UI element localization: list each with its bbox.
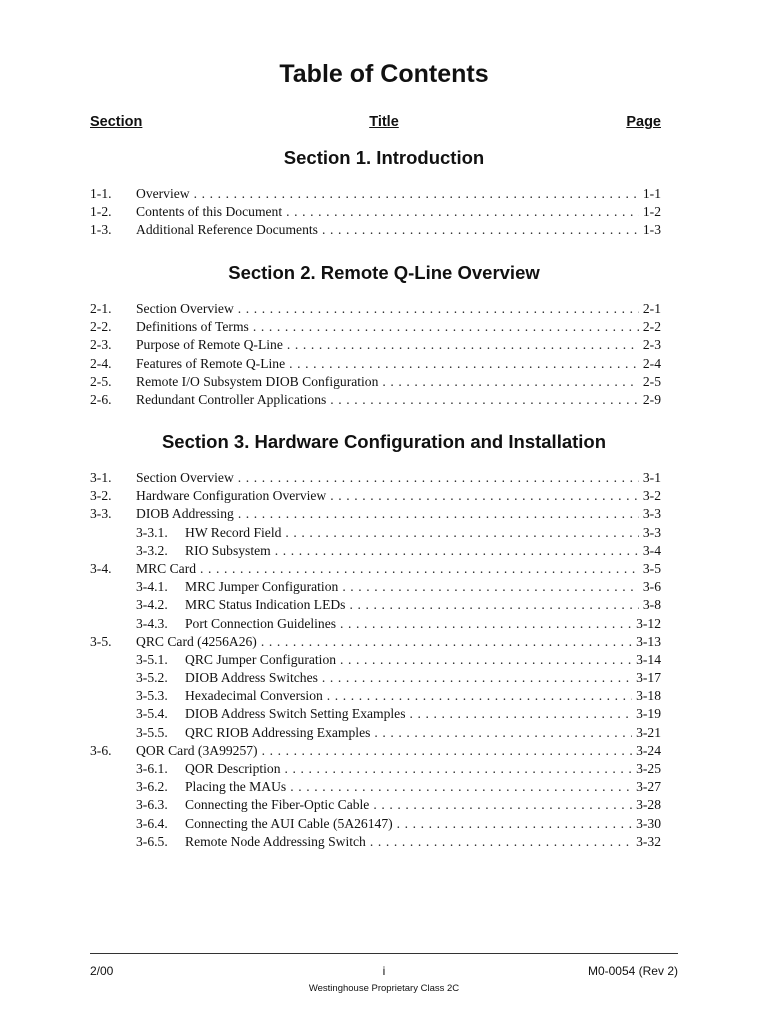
dot-leader xyxy=(342,578,639,596)
dot-leader xyxy=(289,355,639,373)
toc-entry-leader-line xyxy=(136,300,661,318)
toc-entry-title: MRC Status Indication LEDs xyxy=(185,597,346,613)
page-title: Table of Contents xyxy=(279,60,489,88)
toc-entry-title: QOR Description xyxy=(185,761,281,776)
toc-entry[interactable] xyxy=(0,355,768,373)
toc-entry-leader-line xyxy=(136,742,661,760)
footer-page-number: i xyxy=(382,964,386,978)
toc-subentry-number: 3-4.1. xyxy=(136,579,168,595)
toc-entry-page: 3-17 xyxy=(636,670,661,686)
toc-entry-title: DIOB Addressing xyxy=(136,506,234,522)
toc-subentry[interactable] xyxy=(0,796,768,814)
dot-leader xyxy=(194,185,639,203)
toc-entry-leader-line xyxy=(136,687,661,705)
toc-entry-page: 2-5 xyxy=(642,373,661,389)
toc-entry[interactable] xyxy=(0,221,768,239)
toc-entry-page: 2-3 xyxy=(642,337,661,353)
toc-entry-leader-line xyxy=(136,487,661,505)
toc-entry-leader-line xyxy=(136,651,661,669)
dot-leader xyxy=(238,469,639,487)
toc-entry[interactable] xyxy=(0,487,768,505)
toc-entry-title: QRC Card (4256A26) xyxy=(136,633,257,649)
toc-entry-page: 1-3 xyxy=(642,222,661,238)
toc-entry-page: 3-18 xyxy=(636,688,661,704)
toc-subentry-number: 3-6.3. xyxy=(136,797,168,813)
toc-entry-leader-line xyxy=(136,505,661,523)
toc-list-section-3 xyxy=(0,469,768,851)
toc-entry-number: 1-2. xyxy=(90,204,112,220)
toc-entry-leader-line xyxy=(136,391,661,409)
toc-entry-title: Additional Reference Documents xyxy=(136,222,318,238)
toc-entry-title: MRC Jumper Configuration xyxy=(185,579,339,595)
toc-entry-number: 1-3. xyxy=(90,222,112,238)
dot-leader xyxy=(340,615,632,633)
toc-entry-title: QRC RIOB Addressing Examples xyxy=(185,724,371,740)
toc-subentry-number: 3-6.1. xyxy=(136,761,168,776)
toc-entry-number: 2-5. xyxy=(90,373,112,389)
toc-entry-title: Hexadecimal Conversion xyxy=(185,688,323,704)
column-header-section: Section xyxy=(90,114,143,130)
footer-doc-id: M0-0054 (Rev 2) xyxy=(587,964,678,978)
dot-leader xyxy=(238,505,639,523)
dot-leader xyxy=(253,318,639,336)
toc-entry-title: DIOB Address Switches xyxy=(185,670,318,686)
dot-leader xyxy=(286,203,639,221)
toc-subentry-number: 3-6.4. xyxy=(136,815,168,831)
toc-entry-title: Purpose of Remote Q-Line xyxy=(136,337,283,353)
toc-subentry[interactable] xyxy=(0,578,768,596)
toc-entry-leader-line xyxy=(136,833,661,851)
toc-entry-leader-line xyxy=(136,355,661,373)
toc-entry-leader-line xyxy=(136,318,661,336)
toc-entry-number: 1-1. xyxy=(90,186,112,201)
toc-subentry-number: 3-6.5. xyxy=(136,833,168,849)
toc-subentry-number: 3-4.2. xyxy=(136,597,168,613)
toc-entry[interactable] xyxy=(0,742,768,760)
toc-subentry[interactable] xyxy=(0,705,768,723)
section-heading-3: Section 3. Hardware Configuration and Installation xyxy=(161,431,607,452)
toc-entry-page: 3-30 xyxy=(636,815,661,831)
toc-entry-title: HW Record Field xyxy=(185,524,282,540)
toc-entry[interactable] xyxy=(0,203,768,221)
toc-entry-page: 3-8 xyxy=(642,597,661,613)
toc-entry-leader-line xyxy=(136,796,661,814)
toc-entry-leader-line xyxy=(136,615,661,633)
dot-leader xyxy=(275,542,639,560)
toc-entry-page: 3-13 xyxy=(636,633,661,649)
toc-entry-leader-line xyxy=(136,778,661,796)
toc-entry[interactable] xyxy=(0,505,768,523)
toc-entry-title: Connecting the Fiber-Optic Cable xyxy=(185,797,370,813)
toc-entry-title: Port Connection Guidelines xyxy=(185,615,337,631)
dot-leader xyxy=(322,669,632,687)
toc-entry-title: MRC Card xyxy=(136,560,197,576)
dot-leader xyxy=(410,705,633,723)
toc-entry-title: QRC Jumper Configuration xyxy=(185,651,337,667)
toc-subentry[interactable] xyxy=(0,724,768,742)
toc-entry-leader-line xyxy=(136,724,661,742)
section-heading-2: Section 2. Remote Q-Line Overview xyxy=(228,262,540,283)
dot-leader xyxy=(261,633,632,651)
toc-entry-title: Definitions of Terms xyxy=(136,319,249,335)
toc-entry-page: 3-27 xyxy=(636,779,661,795)
toc-entry-leader-line xyxy=(136,560,661,578)
column-header-page: Page xyxy=(626,114,661,130)
toc-subentry[interactable] xyxy=(0,542,768,560)
dot-leader xyxy=(285,760,633,778)
toc-entry-title: Redundant Controller Applications xyxy=(136,391,327,407)
toc-entry-page: 3-19 xyxy=(636,706,661,722)
toc-subentry-number: 3-3.2. xyxy=(136,542,168,558)
dot-leader xyxy=(285,524,638,542)
dot-leader xyxy=(330,391,639,409)
toc-entry[interactable] xyxy=(0,391,768,409)
toc-entry-page: 1-1 xyxy=(642,186,661,201)
toc-entry-title: QOR Card (3A99257) xyxy=(136,742,258,758)
toc-subentry[interactable] xyxy=(0,651,768,669)
toc-entry-title: Connecting the AUI Cable (5A26147) xyxy=(185,815,393,831)
toc-list-section-2 xyxy=(0,300,768,409)
toc-entry-title: Remote Node Addressing Switch xyxy=(185,833,366,849)
toc-entry-leader-line xyxy=(136,760,661,778)
toc-entry-title: DIOB Address Switch Setting Examples xyxy=(185,706,406,722)
toc-entry-title: Hardware Configuration Overview xyxy=(136,488,327,504)
toc-entry[interactable] xyxy=(0,469,768,487)
toc-entry-number: 3-4. xyxy=(90,560,112,576)
toc-entry-leader-line xyxy=(136,221,661,239)
toc-subentry[interactable] xyxy=(0,760,768,778)
toc-entry-page: 3-3 xyxy=(642,524,661,540)
toc-subentry[interactable] xyxy=(0,596,768,614)
toc-entry-page: 3-2 xyxy=(642,488,661,504)
toc-entry-number: 2-6. xyxy=(90,391,112,407)
dot-leader xyxy=(290,778,632,796)
toc-entry-leader-line xyxy=(136,524,661,542)
toc-subentry[interactable] xyxy=(0,687,768,705)
toc-entry-number: 3-1. xyxy=(90,470,112,485)
toc-entry-leader-line xyxy=(136,185,661,203)
toc-entry-number: 2-3. xyxy=(90,337,112,353)
dot-leader xyxy=(374,724,632,742)
toc-entry-number: 2-4. xyxy=(90,355,112,371)
toc-subentry[interactable] xyxy=(0,833,768,851)
toc-entry-number: 3-6. xyxy=(90,742,112,758)
toc-subentry-number: 3-5.3. xyxy=(136,688,168,704)
toc-subentry-number: 3-4.3. xyxy=(136,615,168,631)
dot-leader xyxy=(373,796,632,814)
toc-entry-number: 2-1. xyxy=(90,301,112,316)
toc-entry-title: Overview xyxy=(136,186,190,201)
toc-entry-leader-line xyxy=(136,373,661,391)
toc-entry[interactable] xyxy=(0,300,768,318)
toc-entry-page: 3-28 xyxy=(636,797,661,813)
toc-entry-page: 3-3 xyxy=(642,506,661,522)
toc-entry-leader-line xyxy=(136,815,661,833)
toc-entry-title: Remote I/O Subsystem DIOB Configuration xyxy=(136,373,379,389)
toc-entry[interactable] xyxy=(0,185,768,203)
toc-entry-title: Section Overview xyxy=(136,301,234,316)
toc-entry-page: 3-32 xyxy=(636,833,661,849)
toc-list-section-1 xyxy=(0,185,768,240)
toc-entry-title: Contents of this Document xyxy=(136,204,283,220)
dot-leader xyxy=(382,373,638,391)
toc-subentry-number: 3-5.1. xyxy=(136,651,168,667)
footer-date: 2/00 xyxy=(90,964,114,978)
dot-leader xyxy=(238,300,639,318)
dot-leader xyxy=(322,221,639,239)
dot-leader xyxy=(330,487,639,505)
dot-leader xyxy=(397,815,632,833)
toc-entry-leader-line xyxy=(136,705,661,723)
toc-subentry-number: 3-5.5. xyxy=(136,724,168,740)
toc-entry-number: 2-2. xyxy=(90,319,112,335)
dot-leader xyxy=(200,560,639,578)
toc-entry[interactable] xyxy=(0,560,768,578)
dot-leader xyxy=(327,687,632,705)
toc-subentry-number: 3-6.2. xyxy=(136,779,168,795)
toc-entry-leader-line xyxy=(136,203,661,221)
toc-entry-title: Features of Remote Q-Line xyxy=(136,355,286,371)
toc-entry[interactable] xyxy=(0,336,768,354)
toc-entry-page: 2-1 xyxy=(642,301,661,316)
toc-entry-title: Placing the MAUs xyxy=(185,779,287,795)
dot-leader xyxy=(340,651,632,669)
toc-entry-page: 2-4 xyxy=(642,355,661,371)
toc-entry-title: Section Overview xyxy=(136,470,234,485)
section-heading-1: Section 1. Introduction xyxy=(283,147,485,168)
toc-entry-title: RIO Subsystem xyxy=(185,542,271,558)
toc-subentry[interactable] xyxy=(0,669,768,687)
toc-entry-page: 2-2 xyxy=(642,319,661,335)
toc-entry-leader-line xyxy=(136,596,661,614)
toc-subentry[interactable] xyxy=(0,778,768,796)
toc-entry-leader-line xyxy=(136,542,661,560)
toc-entry-leader-line xyxy=(136,578,661,596)
toc-entry[interactable] xyxy=(0,373,768,391)
toc-entry-page: 3-24 xyxy=(636,742,661,758)
toc-entry-number: 3-3. xyxy=(90,506,112,522)
toc-subentry[interactable] xyxy=(0,615,768,633)
toc-entry-page: 3-14 xyxy=(636,651,661,667)
column-header-title: Title xyxy=(369,114,399,130)
toc-entry[interactable] xyxy=(0,318,768,336)
toc-subentry-number: 3-5.2. xyxy=(136,670,168,686)
dot-leader xyxy=(287,336,639,354)
toc-entry-page: 3-6 xyxy=(642,579,661,595)
toc-subentry-number: 3-5.4. xyxy=(136,706,168,722)
toc-entry-page: 1-2 xyxy=(642,204,661,220)
toc-entry-page: 3-5 xyxy=(642,560,661,576)
toc-entry-leader-line xyxy=(136,633,661,651)
toc-entry-page: 3-4 xyxy=(642,542,661,558)
dot-leader xyxy=(370,833,632,851)
toc-entry-page: 3-1 xyxy=(642,470,661,485)
toc-subentry[interactable] xyxy=(0,815,768,833)
toc-entry-number: 3-5. xyxy=(90,633,112,649)
toc-entry-page: 3-12 xyxy=(636,615,661,631)
toc-entry-leader-line xyxy=(136,669,661,687)
dot-leader xyxy=(349,596,638,614)
toc-entry[interactable] xyxy=(0,633,768,651)
toc-entry-leader-line xyxy=(136,469,661,487)
toc-entry-page: 3-25 xyxy=(636,761,661,776)
toc-entry-number: 3-2. xyxy=(90,488,112,504)
toc-subentry[interactable] xyxy=(0,524,768,542)
toc-subentry-number: 3-3.1. xyxy=(136,524,168,540)
footer-classification: Westinghouse Proprietary Class 2C xyxy=(308,983,460,994)
footer-divider xyxy=(90,953,678,954)
toc-entry-leader-line xyxy=(136,336,661,354)
toc-entry-page: 2-9 xyxy=(642,391,661,407)
dot-leader xyxy=(262,742,633,760)
toc-entry-page: 3-21 xyxy=(636,724,661,740)
